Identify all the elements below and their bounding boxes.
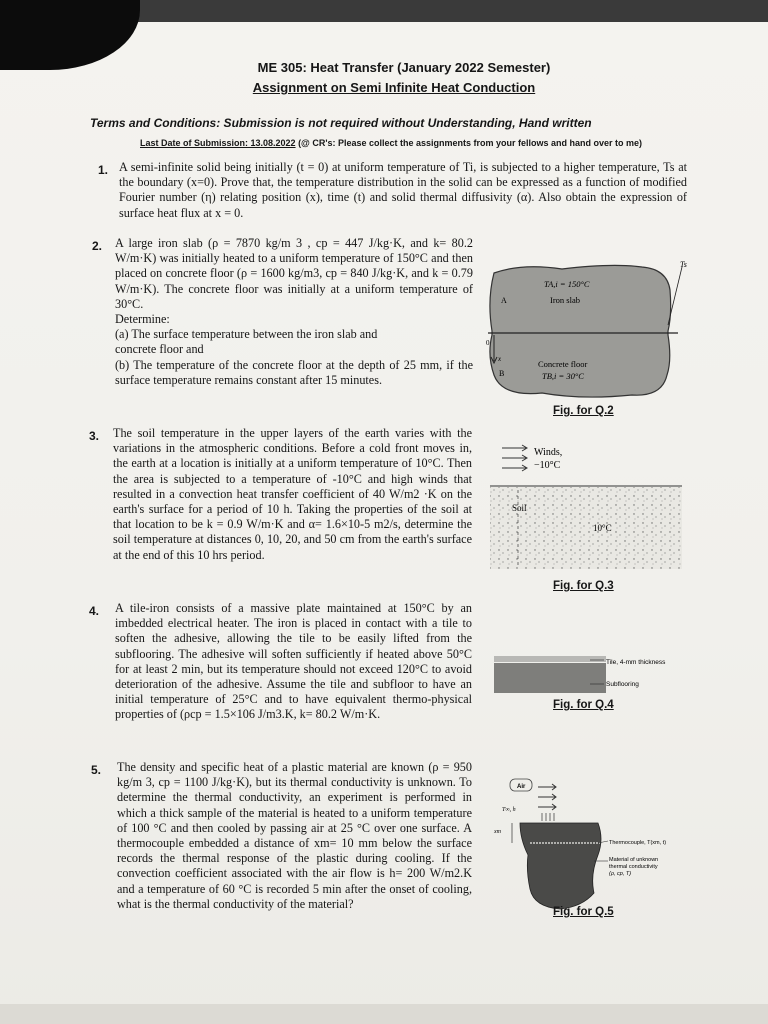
question-5-text: The density and specific heat of a plastic material are known (ρ = 950 kg/m 3, cp = 1100 J/kg·K), but its thermal conductivity is unknown. To determine the thermal conductivity, an experiment is performed in which a thick sample of the material is heated to a uniform temperature of 100 °C and then cooled by passing air at 25 °C over one surface. A thermocouple embedded a distance of xm= 10 mm below the surface records the thermal response of the plastic during cooling. If the convection coefficient associated with the air flow is h= 200 W/m2.K and a temperature of 60 °C is recorded 5 min after the onset of cooling, what is the thermal conductivity of the material? bbox=[117, 760, 472, 911]
bottom-edge bbox=[0, 1004, 768, 1024]
fig-q2-diagram bbox=[482, 255, 692, 405]
fig-q2-slab-temp: TA,i = 150°C bbox=[544, 279, 590, 289]
fig-q3-winds-temp: −10°C bbox=[534, 460, 561, 471]
fig-q4-sub-label: Subflooring bbox=[606, 681, 639, 688]
last-date bbox=[140, 138, 720, 148]
course-title: ME 305: Heat Transfer (January 2022 Semester) bbox=[257, 60, 551, 75]
fig-q3-wind-arrows bbox=[502, 445, 527, 471]
last-date-label: Last Date of Submission: 13.08.2022 bbox=[140, 138, 296, 148]
fig-q3-soil bbox=[490, 487, 682, 569]
question-2-part-a: (a) The surface temperature between the iron slab and concrete floor and bbox=[115, 327, 378, 357]
fig-q5-label: Fig. for Q.5 bbox=[553, 906, 614, 918]
fig-q2-label: Fig. for Q.2 bbox=[553, 405, 614, 417]
fig-q2-floor-temp: TB,i = 30°C bbox=[542, 371, 584, 381]
fig-q2-label-zero: 0 bbox=[486, 339, 490, 347]
fig-q5-air-arrows bbox=[538, 784, 556, 810]
fig-q2-label-a: A bbox=[501, 296, 507, 305]
fig-q5-t-inf: T∞, h bbox=[502, 807, 516, 813]
fig-q2-label-b: B bbox=[499, 369, 505, 378]
fig-q5-xm: xm bbox=[494, 829, 501, 835]
fig-q2-ts: Ts bbox=[680, 260, 687, 269]
fig-q5-down-arrows bbox=[542, 813, 554, 821]
fig-q4-tile bbox=[494, 656, 606, 662]
fig-q3-winds: Winds, bbox=[534, 447, 563, 458]
fig-q5-material-label-2: thermal conductivity bbox=[609, 864, 658, 870]
question-2-number: 2. bbox=[92, 239, 103, 253]
question-4-number: 4. bbox=[89, 604, 100, 618]
question-2-part-b: (b) The temperature of the concrete floor at the depth of 25 mm, if the surface temperature remains constant after 15 minutes. bbox=[115, 357, 473, 387]
question-3-number: 3. bbox=[89, 429, 100, 443]
terms-and-conditions: Terms and Conditions: Submission is not required without Understanding, Hand written bbox=[90, 116, 592, 130]
fig-q4-diagram bbox=[494, 656, 684, 696]
fig-q5-thermo-label: Thermocouple, T(xm, t) bbox=[609, 840, 667, 846]
fig-q5-sample bbox=[520, 823, 601, 909]
fig-q4-subfloor bbox=[494, 663, 606, 693]
fig-q3-label: Fig. for Q.3 bbox=[553, 580, 614, 592]
fig-q5-diagram bbox=[490, 775, 690, 910]
question-4-text: A tile-iron consists of a massive plate maintained at 150°C by an imbedded electrical heater. The iron is placed in contact with a tile to soften the adhesive, allowing the tile to be easily lifted from the subflooring. The adhesive will soften sufficiently if heated above 50°C for at least 2 min, but its temperature should not exceed 120°C to avoid deterioration of the adhesive. Assume the tile and subfloor to have an initial temperature of 25°C and to have equivalent thermo-physical properties of (ρcp = 1.5×106 J/m3.K, k= 80.2 W/m·K. bbox=[115, 601, 472, 722]
fig-q5-material-label-3: (ρ, cp, T) bbox=[609, 871, 632, 877]
fig-q5-air: Air bbox=[517, 784, 526, 790]
question-2-text: A large iron slab (ρ = 7870 kg/m 3 , cp = 447 J/kg·K, and k= 80.2 W/m·K) was initially heated to a uniform temperature of 150°C and then placed on concrete floor (ρ = 1600 kg/m3, cp = 840 J/kg·K, and k = 0.79 W/m·K). The concrete floor was initially at a uniform temperature of 30°C. bbox=[115, 236, 473, 311]
fig-q2-floor-name: Concrete floor bbox=[538, 359, 588, 369]
question-5-number: 5. bbox=[91, 763, 102, 777]
question-1-text: A semi-infinite solid being initially (t = 0) at uniform temperature of Ti, is subjected to a higher temperature, Ts at the boundary (x=0). Prove that, the temperature distribution in the solid can be expressed as a function of modified Fourier number (η) relating position (x), time (t) and solid thermal diffusivity (α). Also obtain the expression of surface heat flux at x = 0. bbox=[119, 160, 687, 220]
fig-q3-diagram bbox=[488, 440, 688, 580]
fig-q5-material-label: Material of unknown bbox=[609, 857, 659, 863]
fig-q2-label-x: x bbox=[498, 355, 502, 363]
question-2-block bbox=[115, 236, 473, 388]
fig-q2-slab-name: Iron slab bbox=[550, 295, 580, 305]
assignment-title: Assignment on Semi Infinite Heat Conduction bbox=[252, 80, 536, 95]
question-3-text: The soil temperature in the upper layers of the earth varies with the variations in the atmospheric conditions. Before a cold front moves in, the earth at a location is initially at a uniform temperature of 10°C. Then the area is subjected to a temperature of -10°C and high winds that resulted in a convection heat transfer coefficient of 40 W/m2 ·K on the earth's surface for a period of 10 h. Taking the properties of the soil at that location to be k = 0.9 W/m·K and α= 1.6×10-5 m2/s, determine the soil temperature at distances 0, 10, 20, and 50 cm from the earth's surface at the end of this 10 hrs period. bbox=[113, 426, 472, 562]
document-header bbox=[0, 60, 768, 95]
fig-q3-soil-label: Soil bbox=[512, 503, 527, 513]
last-date-note: (@ CR's: Please collect the assignments from your fellows and hand over to me) bbox=[295, 138, 643, 148]
fig-q4-tile-label: Tile, 4-mm thickness bbox=[606, 659, 666, 666]
question-2-determine: Determine: bbox=[115, 312, 170, 327]
question-1-number: 1. bbox=[98, 163, 109, 177]
fig-q3-soil-temp: 10°C bbox=[593, 523, 612, 533]
fig-q4-label: Fig. for Q.4 bbox=[553, 699, 614, 711]
